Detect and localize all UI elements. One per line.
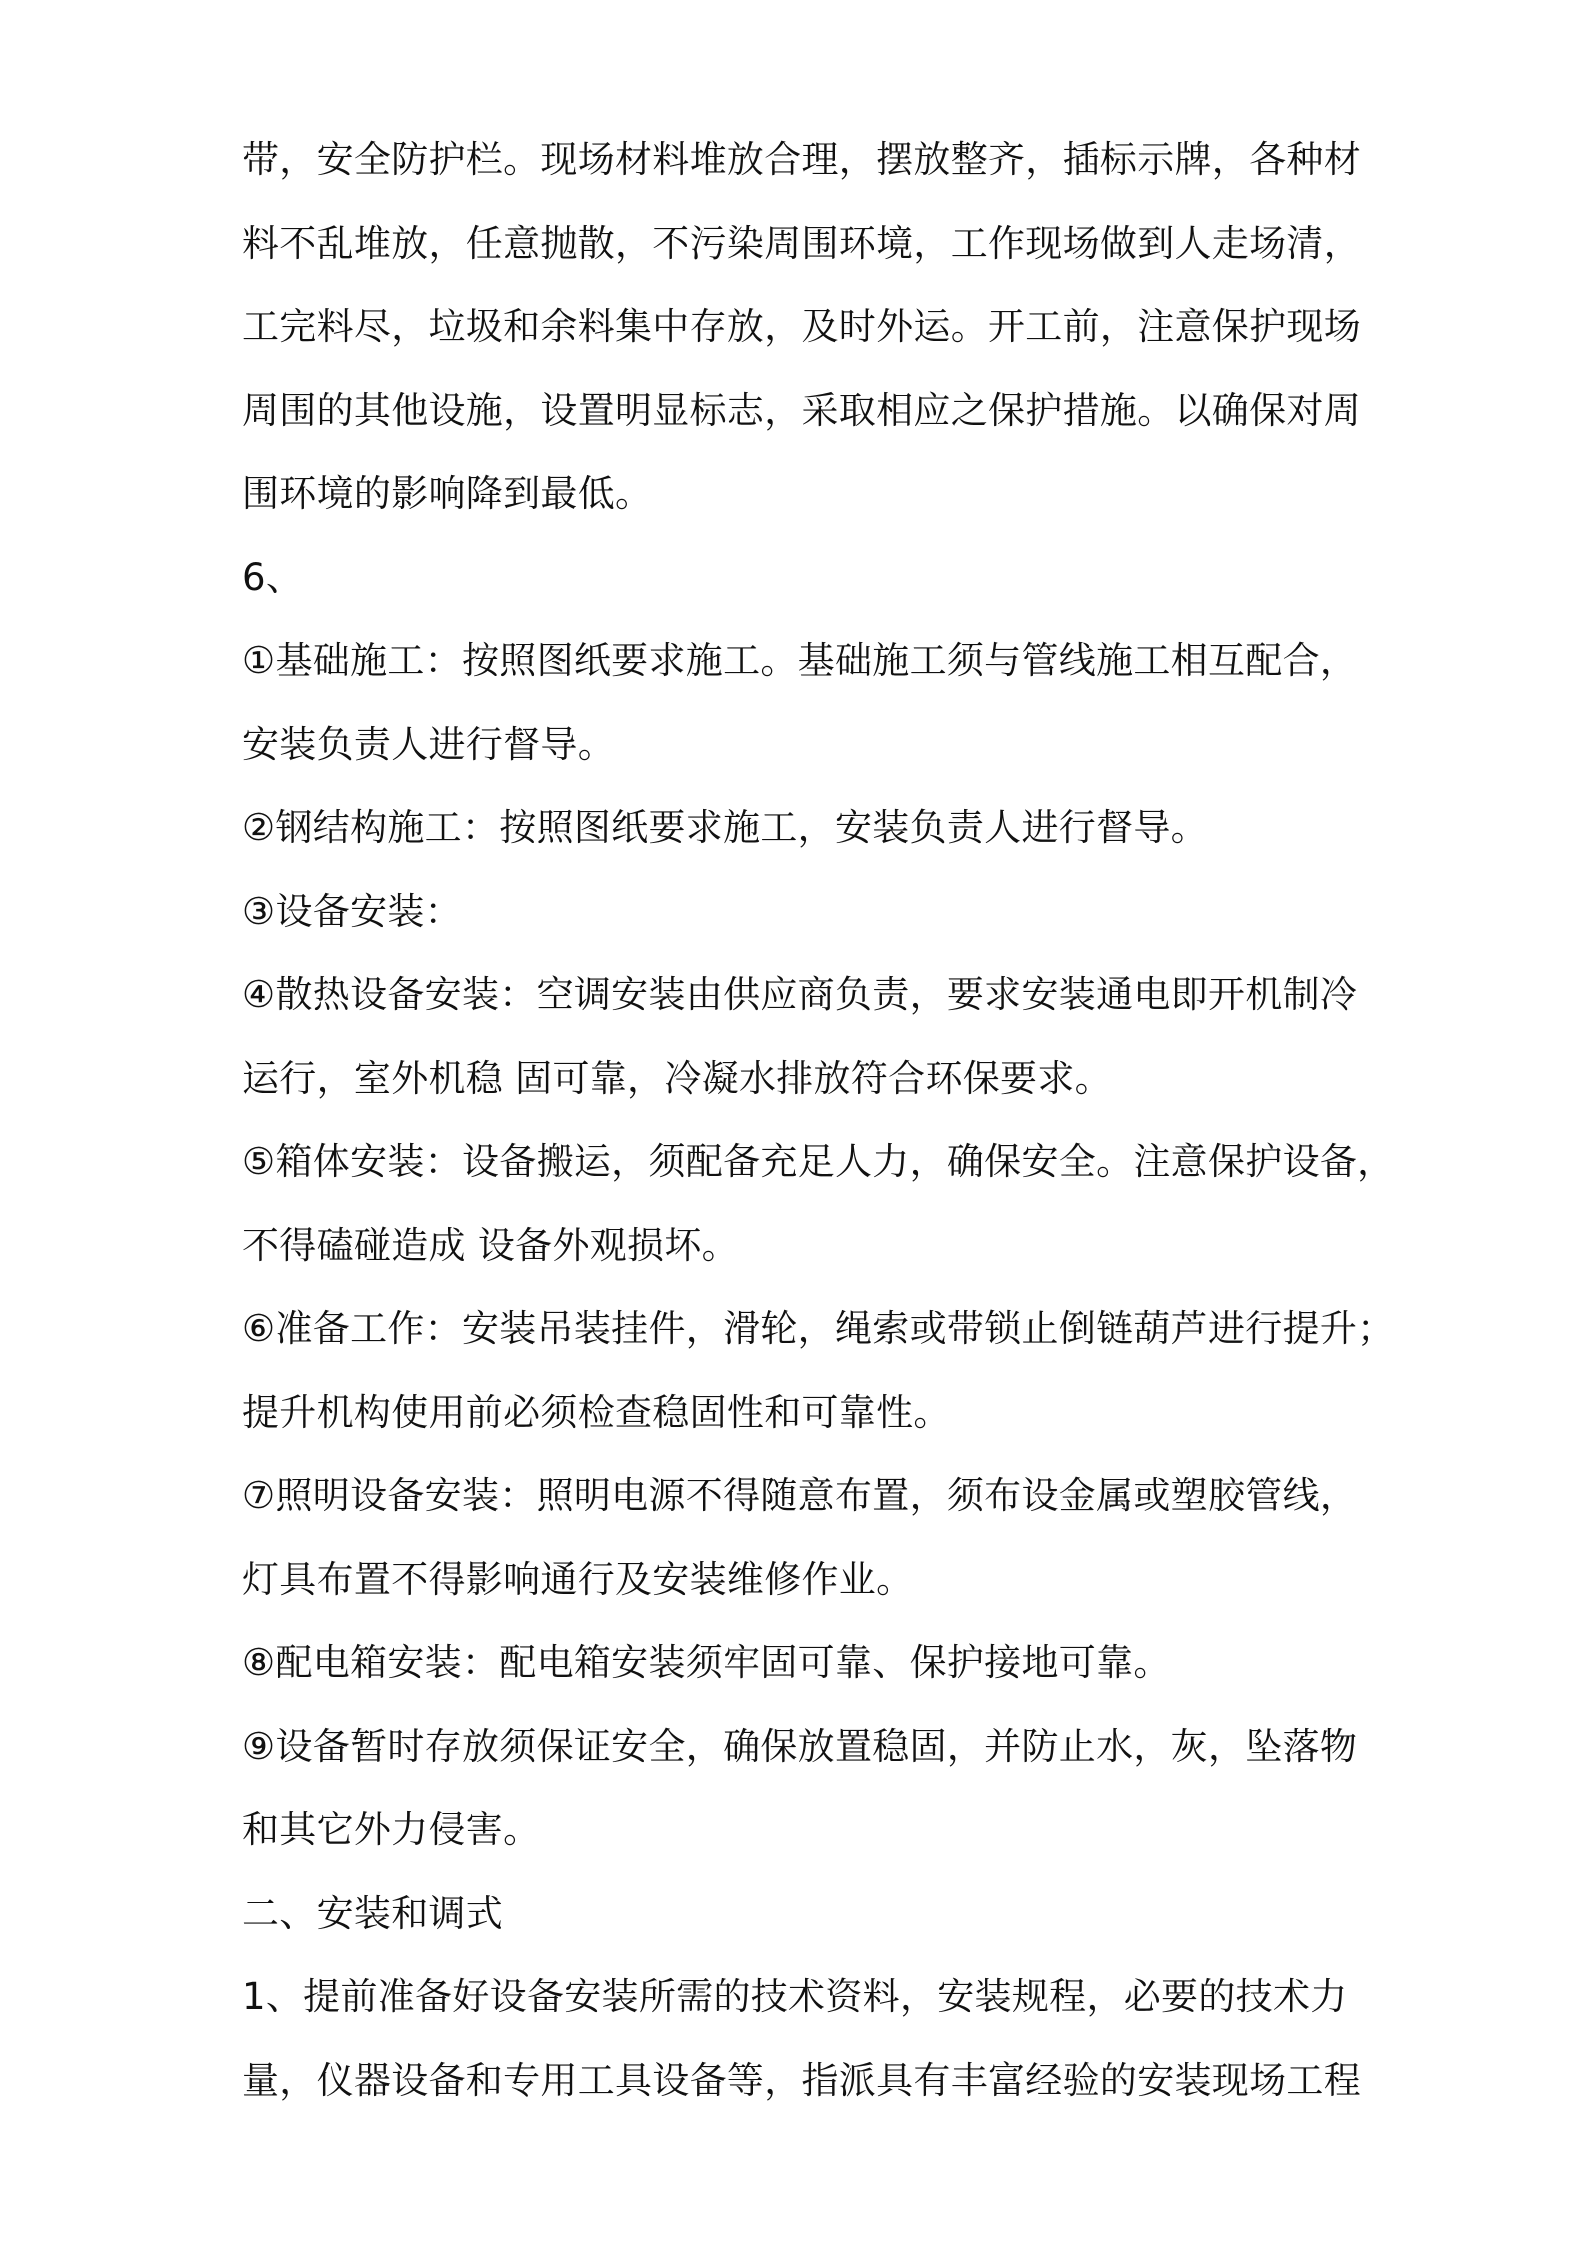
list-item-7: ⑦照明设备安装：照明电源不得随意布置，须布设金属或塑胶管线，	[242, 1474, 1358, 1517]
list-item-3: ③设备安装：	[242, 889, 462, 933]
document-body	[242, 118, 1395, 2122]
list-item-numbered: 1、提前准备好设备安装所需的技术资料，安装规程，必要的技术力	[242, 1975, 1348, 2018]
list-item-2: ②钢结构施工：按照图纸要求施工，安装负责人进行督导。	[242, 806, 1208, 849]
list-item-8: ⑧配电箱安装：配电箱安装须牢固可靠、保护接地可靠。	[242, 1641, 1171, 1684]
text-line: 带，安全防护栏。现场材料堆放合理，摆放整齐，插标示牌，各种材	[242, 138, 1361, 181]
text-line: 围环境的影响降到最低。	[242, 472, 653, 515]
text-line: 料不乱堆放，任意抛散，不污染周围环境，工作现场做到人走场清，	[242, 221, 1361, 265]
list-item-5: ⑤箱体安装：设备搬运，须配备充足人力，确保安全。注意保护设备，	[242, 1140, 1395, 1183]
list-item-1: ①基础施工：按照图纸要求施工。基础施工须与管线施工相互配合，	[242, 639, 1358, 682]
text-line: 提升机构使用前必须检查稳固性和可靠性。	[242, 1390, 951, 1434]
list-item-4: ④散热设备安装：空调安装由供应商负责，要求安装通电即开机制冷	[242, 973, 1358, 1016]
section-number: 6、	[242, 555, 304, 599]
text-line: 灯具布置不得影响通行及安装维修作业。	[242, 1557, 914, 1601]
text-line: 安装负责人进行督导。	[242, 722, 615, 766]
text-line: 量，仪器设备和专用工具设备等，指派具有丰富经验的安装现场工程	[242, 2058, 1361, 2102]
text-line: 运行，室外机稳 固可靠，冷凝水排放符合环保要求。	[242, 1056, 1112, 1100]
text-line: 不得磕碰造成 设备外观损坏。	[242, 1223, 739, 1267]
list-item-9: ⑨设备暂时存放须保证安全，确保放置稳固，并防止水，灰，坠落物	[242, 1724, 1358, 1768]
text-line: 工完料尽，垃圾和余料集中存放，及时外运。开工前，注意保护现场	[242, 305, 1361, 348]
list-item-6: ⑥准备工作：安装吊装挂件，滑轮，绳索或带锁止倒链葫芦进行提升；	[242, 1307, 1395, 1350]
text-line: 和其它外力侵害。	[242, 1808, 541, 1851]
section-heading: 二、安装和调式	[242, 1891, 504, 1935]
text-line: 周围的其他设施，设置明显标志，采取相应之保护措施。以确保对周	[242, 388, 1361, 432]
